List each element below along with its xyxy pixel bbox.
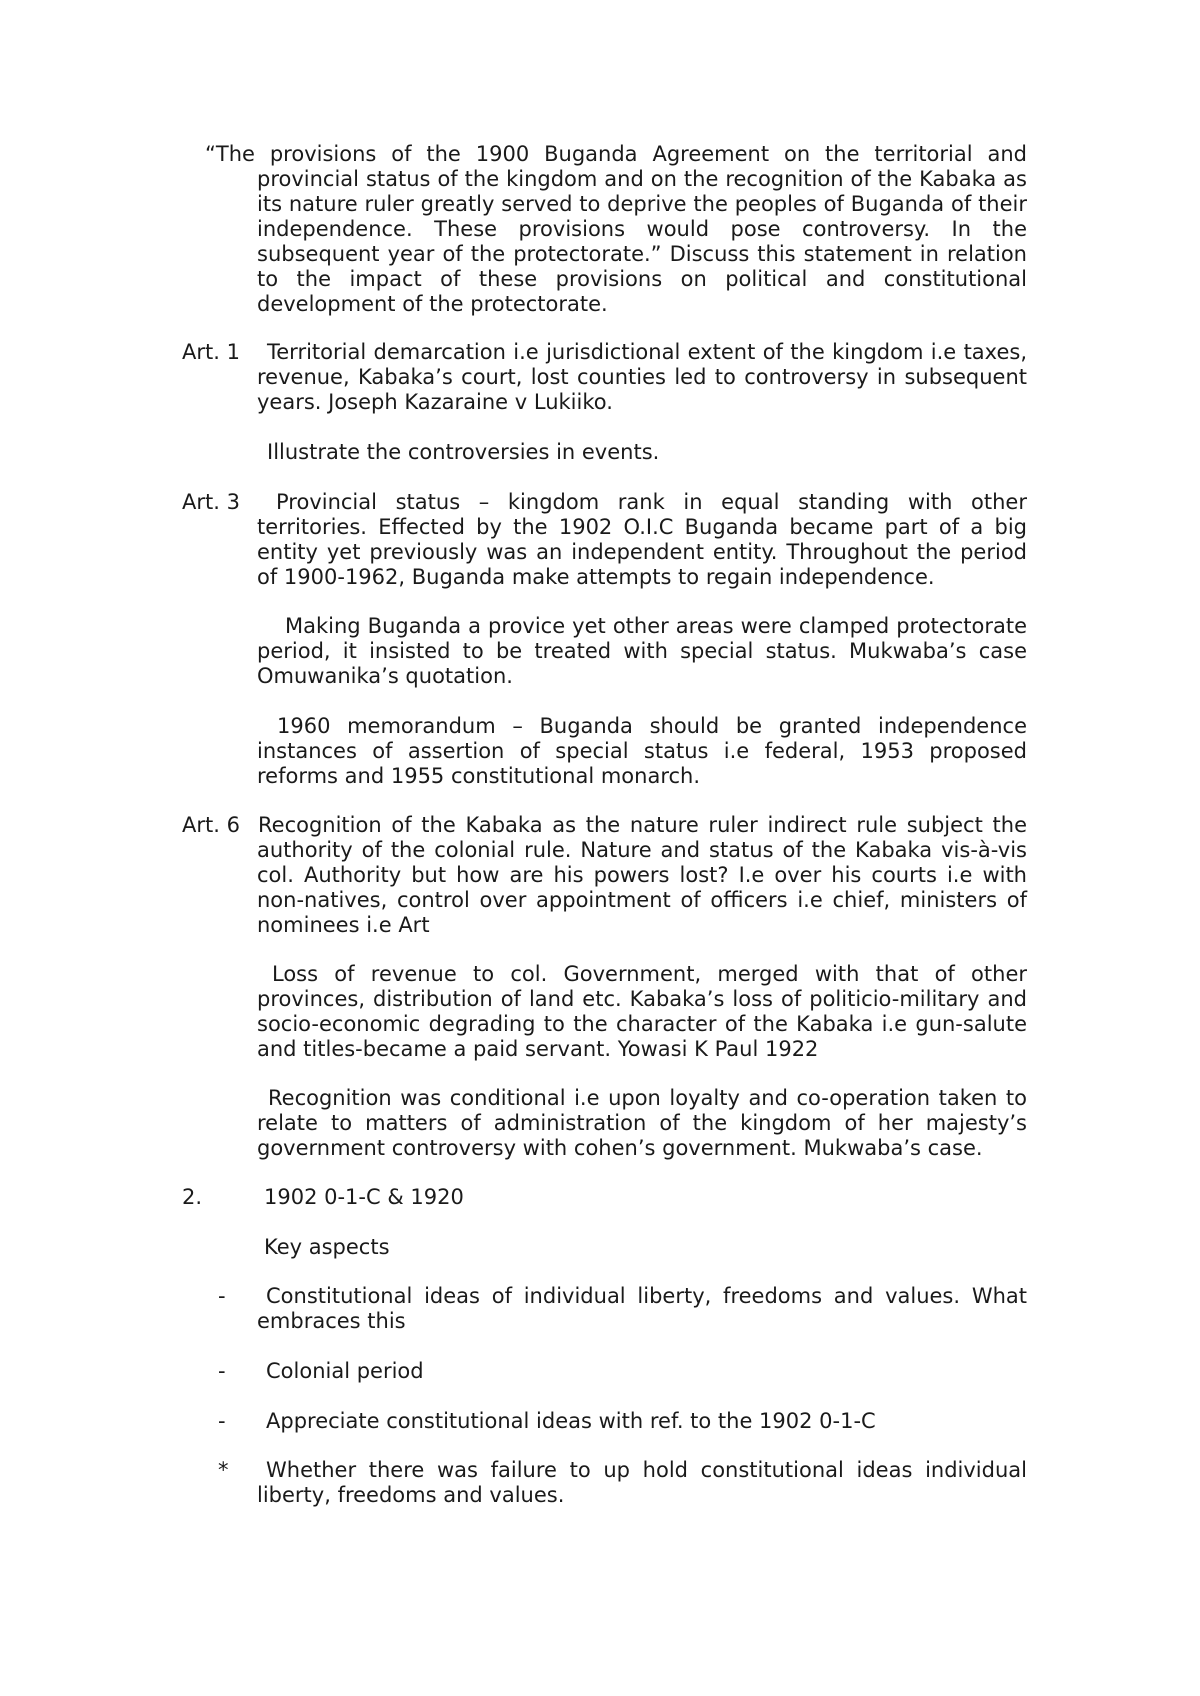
art3-label: Art. 3 <box>182 490 240 514</box>
art3-para3-text: 1960 memorandum – Buganda should be granted independence instances of assertion of special status i.e federal, 1953 proposed reforms and 1955 constitutional monarch. <box>257 714 1027 788</box>
art6-label: Art. 6 <box>182 813 240 837</box>
section2-number: 2. <box>182 1185 203 1209</box>
art3-text: Provincial status – kingdom rank in equal standing with other territories. Effected by the 1902 O.I.C Buganda became part of a big entity yet previously was an independent entity. Throughout the period of 1900-1962, Buganda make attempts to regain independence. <box>257 490 1027 589</box>
bullet-marker: - <box>218 1359 226 1383</box>
asterisk-marker: * <box>218 1458 229 1482</box>
intro-text: “The provisions of the 1900 Buganda Agreement on the territorial and provincial status of the kingdom and on the recognition of the Kabaka as its nature ruler greatly served to deprive the peoples of Buganda of their independence. These provisions would pose controversy. In the subsequent year of the protectorate.” Discuss this statement in relation to the impact of these provisions on political and constitutional development of the protectorate. <box>205 142 1027 316</box>
art1-note-text: Illustrate the controversies in events. <box>267 440 660 464</box>
bullet-text: Appreciate constitutional ideas with ref. to the 1902 0-1-C <box>266 1409 876 1433</box>
bullet-text: Constitutional ideas of individual liberty, freedoms and values. What embraces this <box>257 1284 1027 1333</box>
section2-title: 1902 0-1-C & 1920 <box>264 1185 464 1209</box>
bullet-marker: - <box>218 1409 226 1433</box>
bullet-text: Whether there was failure to up hold constitutional ideas individual liberty, freedoms and values. <box>257 1458 1027 1507</box>
art1-text: Territorial demarcation i.e jurisdictional extent of the kingdom i.e taxes, revenue, Kabaka’s court, lost counties led to controversy in subsequent years. Joseph Kazaraine v Lukiiko. <box>257 340 1027 414</box>
key-aspects-label: Key aspects <box>264 1235 390 1259</box>
art6-para3-text: Recognition was conditional i.e upon loyalty and co-operation taken to relate to matters of administration of the kingdom of her majesty’s government controversy with cohen’s government. Mukwaba’s case. <box>257 1086 1027 1160</box>
art3-para2-text: Making Buganda a provice yet other areas were clamped protectorate period, it insisted to be treated with special status. Mukwaba’s case Omuwanika’s quotation. <box>257 614 1027 688</box>
bullet-text: Colonial period <box>266 1359 424 1383</box>
bullet-marker: - <box>218 1284 226 1308</box>
art6-para2-text: Loss of revenue to col. Government, merged with that of other provinces, distribution of land etc. Kabaka’s loss of politicio-military and socio-economic degrading to the character of the Kabaka i.e gun-salute and titles-became a paid servant. Yowasi K Paul 1922 <box>257 962 1027 1061</box>
art1-label: Art. 1 <box>182 340 240 364</box>
art6-text: Recognition of the Kabaka as the nature ruler indirect rule subject the authority of the colonial rule. Nature and status of the Kabaka vis-à-vis col. Authority but how are his powers lost? I.e over his courts i.e with non-natives, control over appointment of officers i.e chief, ministers of nominees i.e Art <box>257 813 1027 937</box>
